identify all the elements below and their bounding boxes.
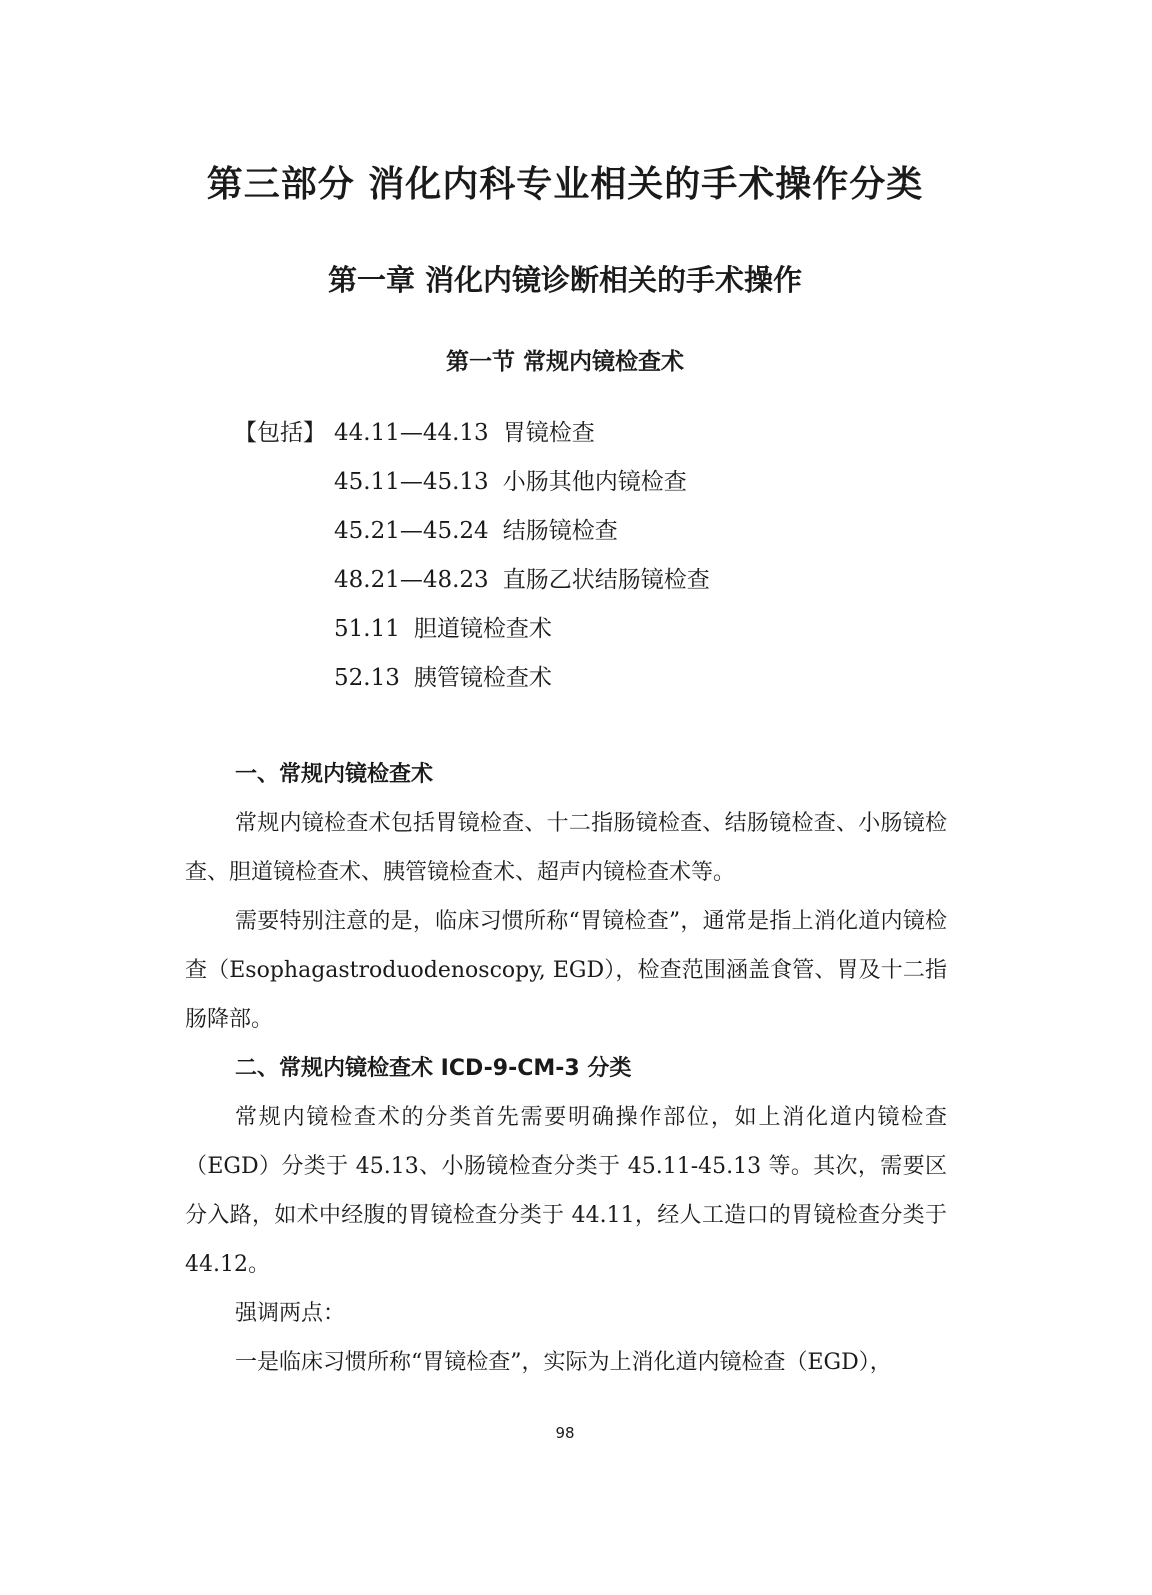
list-item — [234, 559, 954, 608]
paragraph: 常规内镜检查术包括胃镜检查、十二指肠镜检查、结肠镜检查、小肠镜检查、胆道镜检查术、胰管镜检查术、超声内镜检查术等。 — [185, 811, 947, 885]
procedure-name: 结肠镜检查 — [502, 518, 618, 544]
procedure-name: 胰管镜检查术 — [413, 665, 552, 691]
section-title: 第一节 常规内镜检查术 — [445, 349, 684, 375]
procedure-code: 45.11—45.13 — [334, 469, 489, 495]
procedure-code: 48.21—48.23 — [334, 567, 489, 593]
list-item — [234, 657, 954, 706]
procedure-name: 胃镜检查 — [502, 420, 595, 446]
list-item — [234, 608, 954, 657]
procedure-code: 44.11—44.13 — [334, 420, 489, 446]
list-item — [234, 510, 954, 559]
section-heading: 二、常规内镜检查术 ICD-9-CM-3 分类 — [235, 1056, 632, 1081]
procedure-name: 直肠乙状结肠镜检查 — [502, 567, 710, 593]
body-text — [185, 750, 947, 1387]
section-heading: 一、常规内镜检查术 — [235, 762, 434, 787]
paragraph: 常规内镜检查术的分类首先需要明确操作部位，如上消化道内镜检查（EGD）分类于 45.13、小肠镜检查分类于 45.11-45.13 等。其次，需要区分入路，如术中经腹的胃镜检查分类于 44.11，经人工造口的胃镜检查分类于 44.12。 — [185, 1105, 947, 1277]
list-item — [234, 461, 954, 510]
includes-label: 【包括】 — [234, 420, 326, 446]
part-title: 第三部分 消化内科专业相关的手术操作分类 — [206, 164, 924, 205]
paragraph: 需要特别注意的是，临床习惯所称“胃镜检查”，通常是指上消化道内镜检查（Esophagastroduodenoscopy, EGD），检查范围涵盖食管、胃及十二指肠降部。 — [185, 909, 947, 1032]
page-number: 98 — [555, 1424, 575, 1442]
procedure-name: 胆道镜检查术 — [413, 616, 552, 642]
paragraph: 强调两点： — [235, 1301, 346, 1326]
procedure-code: 52.13 — [334, 665, 400, 691]
paragraph: 一是临床习惯所称“胃镜检查”，实际为上消化道内镜检查（EGD）， — [235, 1350, 892, 1375]
includes-list — [234, 412, 954, 706]
procedure-code: 51.11 — [334, 616, 400, 642]
chapter-title: 第一章 消化内镜诊断相关的手术操作 — [327, 263, 803, 297]
procedure-name: 小肠其他内镜检查 — [502, 469, 687, 495]
list-item — [234, 412, 954, 461]
procedure-code: 45.21—45.24 — [334, 518, 489, 544]
